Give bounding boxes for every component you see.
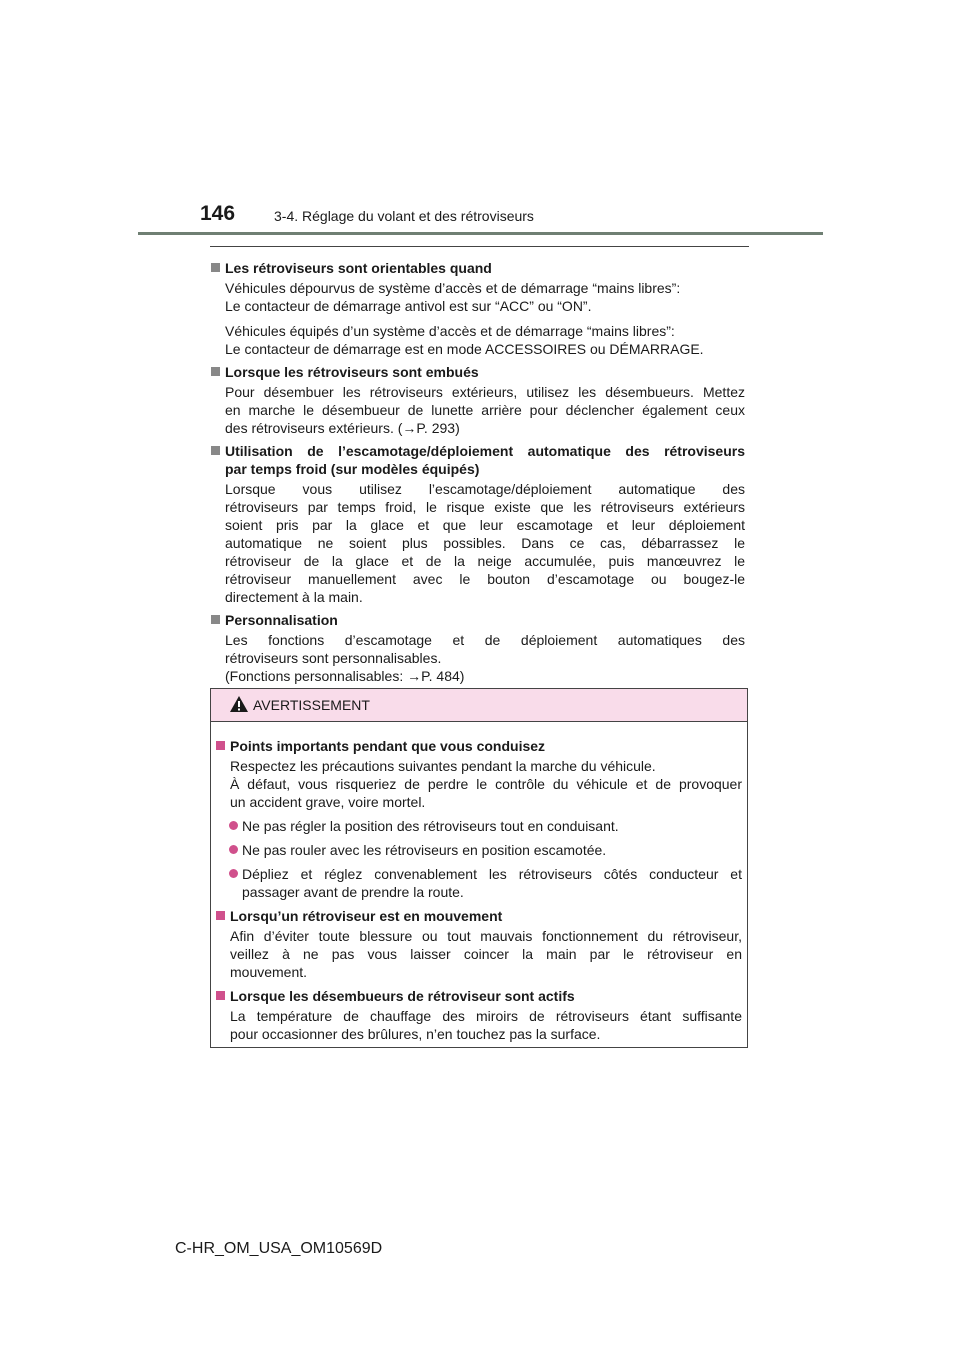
section-title: 3-4. Réglage du volant et des rétroviseurs	[274, 208, 534, 224]
paragraph: Respectez les précautions suivantes pendant la marche du véhicule. À défaut, vous risqueriez de perdre le contrôle du véhicule et de provoquer un accident grave, voire mortel.	[230, 758, 742, 810]
square-bullet-icon	[216, 741, 225, 750]
document-id: C-HR_OM_USA_OM10569D	[175, 1240, 383, 1257]
page-number: 146	[200, 202, 236, 225]
warning-heading: Lorsque les désembueurs de rétroviseur sont actifs	[216, 987, 742, 1005]
paragraph: Véhicules équipés d’un système d’accès et de démarrage “mains libres”: Le contacteur de démarrage est en mode ACCESSOIRES ou DÉMARRAGE.	[225, 323, 704, 357]
section-heading: Personnalisation	[211, 611, 745, 629]
warning-header	[211, 689, 747, 722]
section-heading: Lorsque les rétroviseurs sont embués	[211, 363, 745, 381]
warning-triangle-icon	[229, 695, 249, 713]
round-bullet-icon	[229, 821, 238, 830]
square-bullet-icon	[211, 263, 220, 272]
square-bullet-icon	[211, 446, 220, 455]
section-heading: Les rétroviseurs sont orientables quand	[211, 259, 745, 277]
list-item: Ne pas rouler avec les rétroviseurs en position escamotée.	[216, 841, 742, 859]
warning-box	[210, 688, 748, 1048]
warning-label: AVERTISSEMENT	[253, 697, 370, 713]
paragraph: Véhicules dépourvus de système d’accès et de démarrage “mains libres”: Le contacteur de démarrage antivol est sur “ACC” ou “ON”.	[225, 280, 681, 314]
square-bullet-icon	[216, 911, 225, 920]
section-heading: Utilisation de l’escamotage/déploiement automatique des rétroviseurs par temps froid (sur modèles équipés)	[211, 442, 745, 478]
paragraph: La température de chauffage des miroirs de rétroviseurs étant suffisante pour occasionner des brûlures, n’en touchez pas la surface.	[230, 1008, 742, 1042]
square-bullet-icon	[211, 615, 220, 624]
paragraph: Les fonctions d’escamotage et de déploiement automatiques des rétroviseurs sont personnalisables. (Fonctions personnalisables: →P. 484)	[225, 632, 745, 684]
paragraph: Pour désembuer les rétroviseurs extérieurs, utilisez les désembueurs. Mettez en marche le désembueur de lunette arrière pour déclencher également ceux des rétroviseurs extérieurs. (→P. 293)	[225, 384, 745, 436]
header-rule	[138, 232, 823, 235]
warning-body	[216, 733, 742, 1043]
content-top-rule	[210, 246, 749, 247]
list-item: Dépliez et réglez convenablement les rétroviseurs côtés conducteur et passager avant de prendre la route.	[216, 865, 742, 901]
paragraph: Afin d’éviter toute blessure ou tout mauvais fonctionnement du rétroviseur, veillez à ne pas vous laisser coincer la main par le rétroviseur en mouvement.	[230, 928, 742, 980]
list-item: Ne pas régler la position des rétroviseurs tout en conduisant.	[216, 817, 742, 835]
square-bullet-icon	[211, 367, 220, 376]
round-bullet-icon	[229, 845, 238, 854]
main-content	[211, 255, 745, 685]
square-bullet-icon	[216, 991, 225, 1000]
paragraph: Lorsque vous utilisez l’escamotage/déploiement automatique des rétroviseurs par temps froid, le risque existe que les rétroviseurs extérieurs soient pris par la glace et que leur escamotage et leur déploiement automatique ne soient plus possibles. Dans ce cas, débarrassez le rétroviseur de la glace et de la neige accumulée, puis manœuvrez le rétroviseur manuellement avec le bouton d’escamotage ou bougez-le directement à la main.	[225, 481, 745, 605]
warning-heading: Lorsqu’un rétroviseur est en mouvement	[216, 907, 742, 925]
warning-heading: Points importants pendant que vous conduisez	[216, 737, 742, 755]
round-bullet-icon	[229, 869, 238, 878]
